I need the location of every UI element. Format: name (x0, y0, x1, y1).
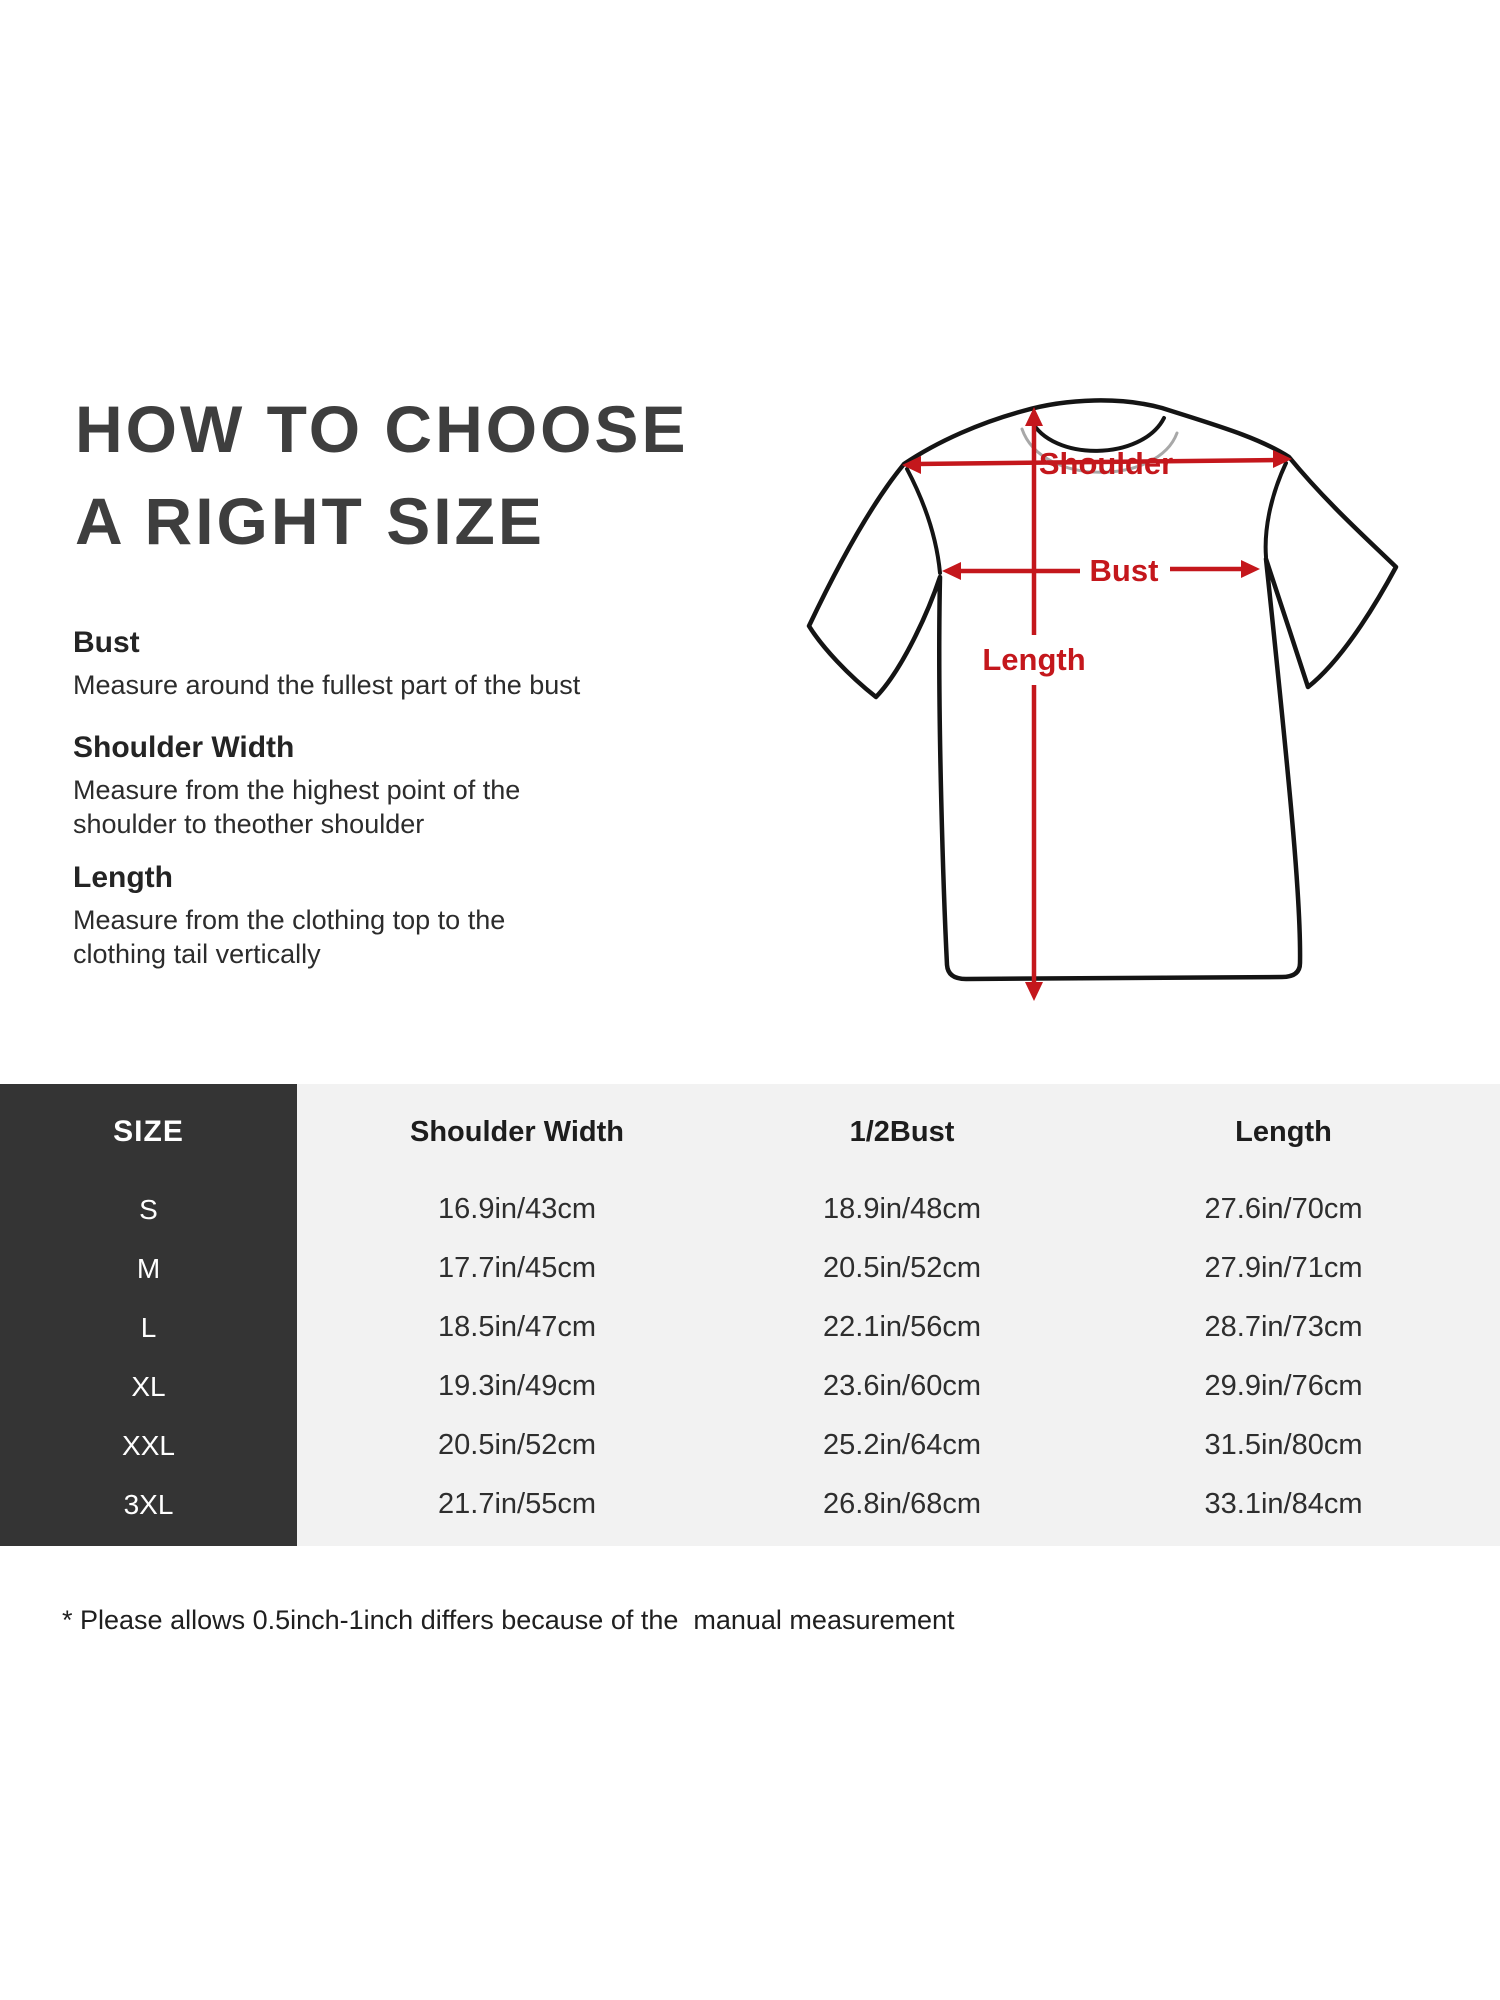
row-xl-half-bust: 23.6in/60cm (823, 1370, 981, 1402)
row-m-half-bust: 20.5in/52cm (823, 1252, 981, 1284)
shoulder-label: Shoulder (1038, 446, 1174, 481)
instruction-bust-text: Measure around the fullest part of the bust (73, 670, 581, 700)
page-title-line1: HOW TO CHOOSE (75, 392, 689, 466)
page-title (75, 383, 688, 567)
instruction-bust-title: Bust (73, 626, 140, 659)
instruction-length-text-line2: clothing tail vertically (73, 939, 321, 969)
row-l-size: L (140, 1311, 157, 1343)
row-s-size: S (139, 1193, 158, 1225)
col-header-half-bust: 1/2Bust (849, 1115, 955, 1148)
instruction-shoulder-width (73, 729, 633, 841)
row-l-shoulder-width: 18.5in/47cm (438, 1311, 596, 1343)
length-label: Length (982, 642, 1086, 677)
row-m-shoulder-width: 17.7in/45cm (438, 1252, 596, 1284)
instruction-length-title: Length (73, 861, 173, 894)
tshirt-outline (809, 400, 1396, 979)
instruction-length (73, 859, 633, 971)
row-m-size: M (136, 1252, 161, 1284)
page-title-line2: A RIGHT SIZE (75, 484, 545, 558)
row-s-length: 27.6in/70cm (1204, 1193, 1363, 1225)
instruction-shoulder-width-title: Shoulder Width (73, 731, 295, 764)
row-xl-size: XL (131, 1370, 166, 1402)
row-xxl-shoulder-width: 20.5in/52cm (438, 1429, 596, 1461)
tshirt-measurement-diagram (790, 385, 1410, 1015)
row-3xl-half-bust: 26.8in/68cm (823, 1488, 981, 1520)
instruction-length-text-line1: Measure from the clothing top to the (73, 905, 506, 935)
row-xxl-length: 31.5in/80cm (1204, 1429, 1363, 1461)
col-header-size: SIZE (113, 1115, 184, 1148)
measurement-disclaimer: * Please allows 0.5inch-1inch differs because of the manual measurement (62, 1605, 955, 1635)
row-3xl-length: 33.1in/84cm (1204, 1488, 1363, 1520)
row-xl-length: 29.9in/76cm (1204, 1370, 1363, 1402)
row-xxl-size: XXL (122, 1429, 175, 1461)
row-3xl-size: 3XL (123, 1488, 174, 1520)
bust-label: Bust (1089, 553, 1159, 588)
row-3xl-shoulder-width: 21.7in/55cm (438, 1488, 596, 1520)
col-header-shoulder-width: Shoulder Width (410, 1115, 624, 1148)
row-s-half-bust: 18.9in/48cm (823, 1193, 981, 1225)
length-arrow-bottom-head (1025, 982, 1043, 1001)
row-m-length: 27.9in/71cm (1204, 1252, 1363, 1284)
row-l-length: 28.7in/73cm (1204, 1311, 1363, 1343)
col-header-length: Length (1235, 1115, 1332, 1148)
size-table (0, 1084, 1500, 1546)
size-table-grid (0, 1084, 1500, 1534)
row-xxl-half-bust: 25.2in/64cm (823, 1429, 981, 1461)
instruction-shoulder-width-text-line1: Measure from the highest point of the (73, 775, 521, 805)
instruction-bust (73, 624, 633, 702)
row-xl-shoulder-width: 19.3in/49cm (438, 1370, 596, 1402)
row-l-half-bust: 22.1in/56cm (823, 1311, 981, 1343)
row-s-shoulder-width: 16.9in/43cm (438, 1193, 596, 1225)
instruction-shoulder-width-text-line2: shoulder to theother shoulder (73, 809, 425, 839)
